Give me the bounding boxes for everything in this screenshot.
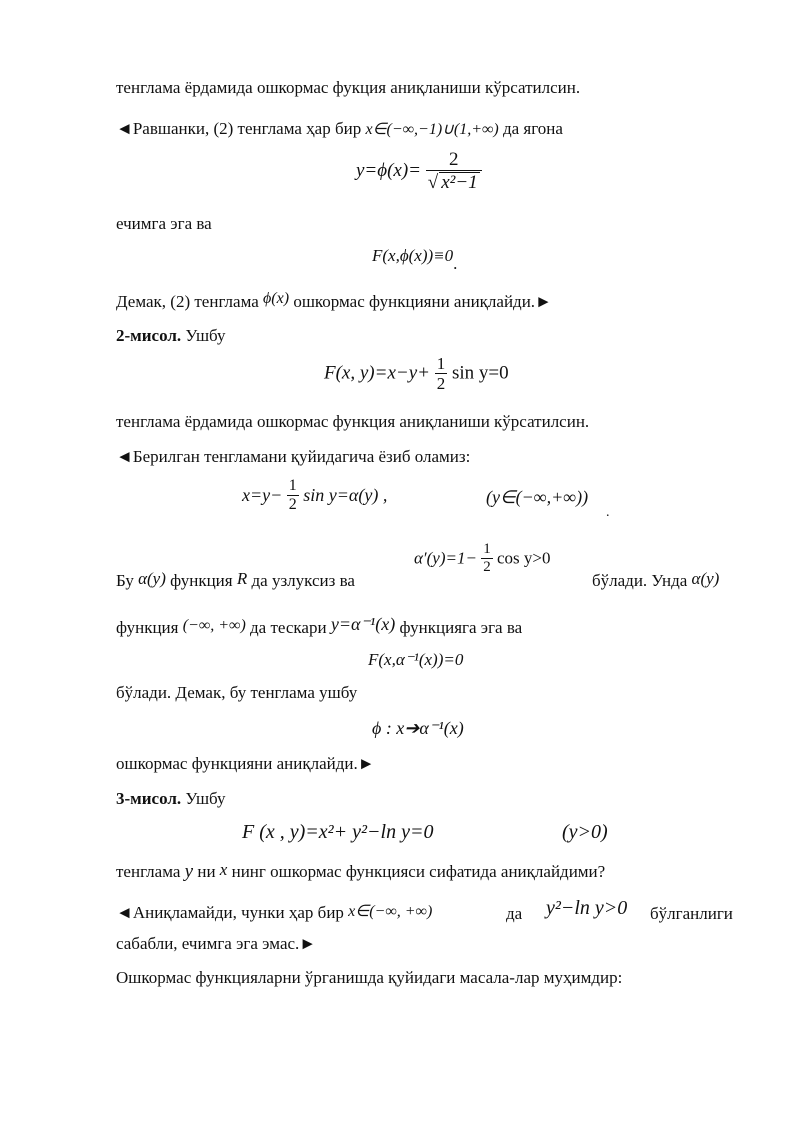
text-fragment: да	[506, 904, 523, 923]
equation-left: y=ϕ(x)=	[356, 160, 421, 182]
equation-domain: (y∈(−∞,+∞))	[486, 487, 589, 507]
paragraph-line: ◄Берилган тенгламани қуйидагича ёзиб оламиз:	[116, 447, 471, 466]
text-fragment: Бу	[116, 571, 134, 590]
display-equation	[356, 150, 482, 193]
inline-variable: x	[219, 860, 228, 879]
fraction-denominator: √ x²−1	[426, 170, 482, 193]
equation-condition: (y>0)	[562, 821, 608, 843]
text-fragment: да узлуксиз ва	[251, 571, 355, 590]
paragraph-line: тенглама ёрдамида ошкормас фукция аниқланиши кўрсатилсин.	[116, 78, 581, 97]
inline-formula: y=α⁻¹(x)	[330, 614, 396, 634]
paragraph-line: бўлади. Демак, бу тенглама ушбу	[116, 683, 358, 702]
paragraph-line: ошкормас функцияни аниқлайди.►	[116, 754, 375, 773]
fraction-denominator: 2	[436, 373, 446, 393]
fraction	[426, 150, 482, 193]
text-fragment: функция	[116, 618, 179, 637]
fraction-numerator: 1	[288, 477, 297, 494]
text-fragment: функцияга эга ва	[399, 618, 523, 637]
equation-left: x=y−	[242, 485, 283, 505]
fraction-numerator: 1	[483, 541, 491, 557]
fraction	[287, 478, 299, 514]
equation-body: F(x,ϕ(x))≡0	[372, 246, 454, 265]
paragraph-line: ечимга эга ва	[116, 214, 212, 233]
paragraph-line	[116, 289, 552, 312]
text-fragment: ◄Равшанки, (2) тенглама ҳар бир	[116, 119, 362, 138]
inline-formula: y²−ln y>0	[546, 897, 628, 919]
inline-formula: ϕ(x)	[263, 290, 290, 307]
paragraph-line: сабабли, ечимга эга эмас.►	[116, 934, 317, 953]
equation-left: α′(y)=1−	[414, 548, 477, 568]
inline-variable: y	[184, 861, 194, 882]
text-fragment: да тескари	[250, 618, 327, 637]
radicand: x²−1	[441, 171, 478, 193]
paragraph-line: тенглама ёрдамида ошкормас функция аниқланиши кўрсатилсин.	[116, 412, 590, 431]
display-equation	[242, 478, 387, 514]
example-title: 3-мисол.	[116, 789, 182, 808]
fraction	[481, 542, 493, 576]
text-fragment: нинг ошкормас функцияси сифатида аниқлайдими?	[231, 862, 606, 881]
inline-formula: x∈(−∞, +∞)	[348, 903, 433, 920]
equation-period: .	[453, 254, 458, 273]
equation-right: sin y=0	[451, 362, 509, 384]
inline-formula: α(y)	[138, 569, 166, 588]
example-heading	[116, 789, 226, 809]
inline-formula: (−∞, +∞)	[182, 617, 246, 634]
display-equation	[372, 246, 458, 273]
paragraph-line	[116, 614, 522, 638]
equation-right: sin y=α(y) ,	[303, 485, 388, 505]
inline-equation	[414, 542, 550, 576]
text-fragment: ошкормас функцияни аниқлайди.►	[293, 292, 552, 311]
display-equation	[324, 355, 509, 393]
text-fragment: Ушбу	[185, 326, 226, 345]
text-fragment: функция	[170, 571, 233, 590]
fraction	[435, 355, 448, 393]
text-fragment: бўлганлиги	[650, 904, 733, 923]
inline-formula: R	[236, 569, 248, 588]
inline-formula: x∈(−∞,−1)∪(1,+∞)	[365, 121, 499, 138]
display-equation: F (x , y)=x²+ y²−ln y=0	[242, 821, 434, 843]
equation-left: F(x, y)=x−y+	[324, 362, 430, 384]
equation-period: .	[606, 505, 610, 520]
text-fragment: ни	[197, 862, 216, 881]
fraction-numerator: 1	[436, 354, 446, 373]
equation-right: cos y>0	[496, 548, 551, 568]
text-fragment: да ягона	[502, 119, 563, 138]
display-equation: F(x,α⁻¹(x))=0	[368, 650, 464, 669]
paragraph-line	[116, 902, 432, 923]
text-fragment: бўлади. Унда	[592, 571, 688, 590]
fraction-denominator: 2	[483, 558, 491, 575]
example-title: 2-мисол.	[116, 326, 182, 345]
fraction-denominator: 2	[288, 495, 297, 513]
display-equation: ϕ : x➔α⁻¹(x)	[372, 718, 464, 738]
paragraph-line	[116, 860, 605, 884]
paragraph-line	[116, 119, 563, 139]
example-heading	[116, 326, 226, 346]
text-fragment: Демак, (2) тенглама	[116, 292, 259, 311]
fraction-numerator: 2	[448, 149, 459, 170]
inline-formula: α(y)	[691, 569, 720, 588]
paragraph-line	[116, 569, 355, 591]
text-fragment: тенглама	[116, 862, 181, 881]
paragraph-line: Ошкормас функцияларни ўрганишда қуйидаги масала-лар муҳимдир:	[116, 968, 623, 987]
paragraph-line	[592, 569, 719, 591]
text-fragment: ◄Аниқламайди, чунки ҳар бир	[116, 903, 344, 922]
text-fragment: Ушбу	[185, 789, 226, 808]
